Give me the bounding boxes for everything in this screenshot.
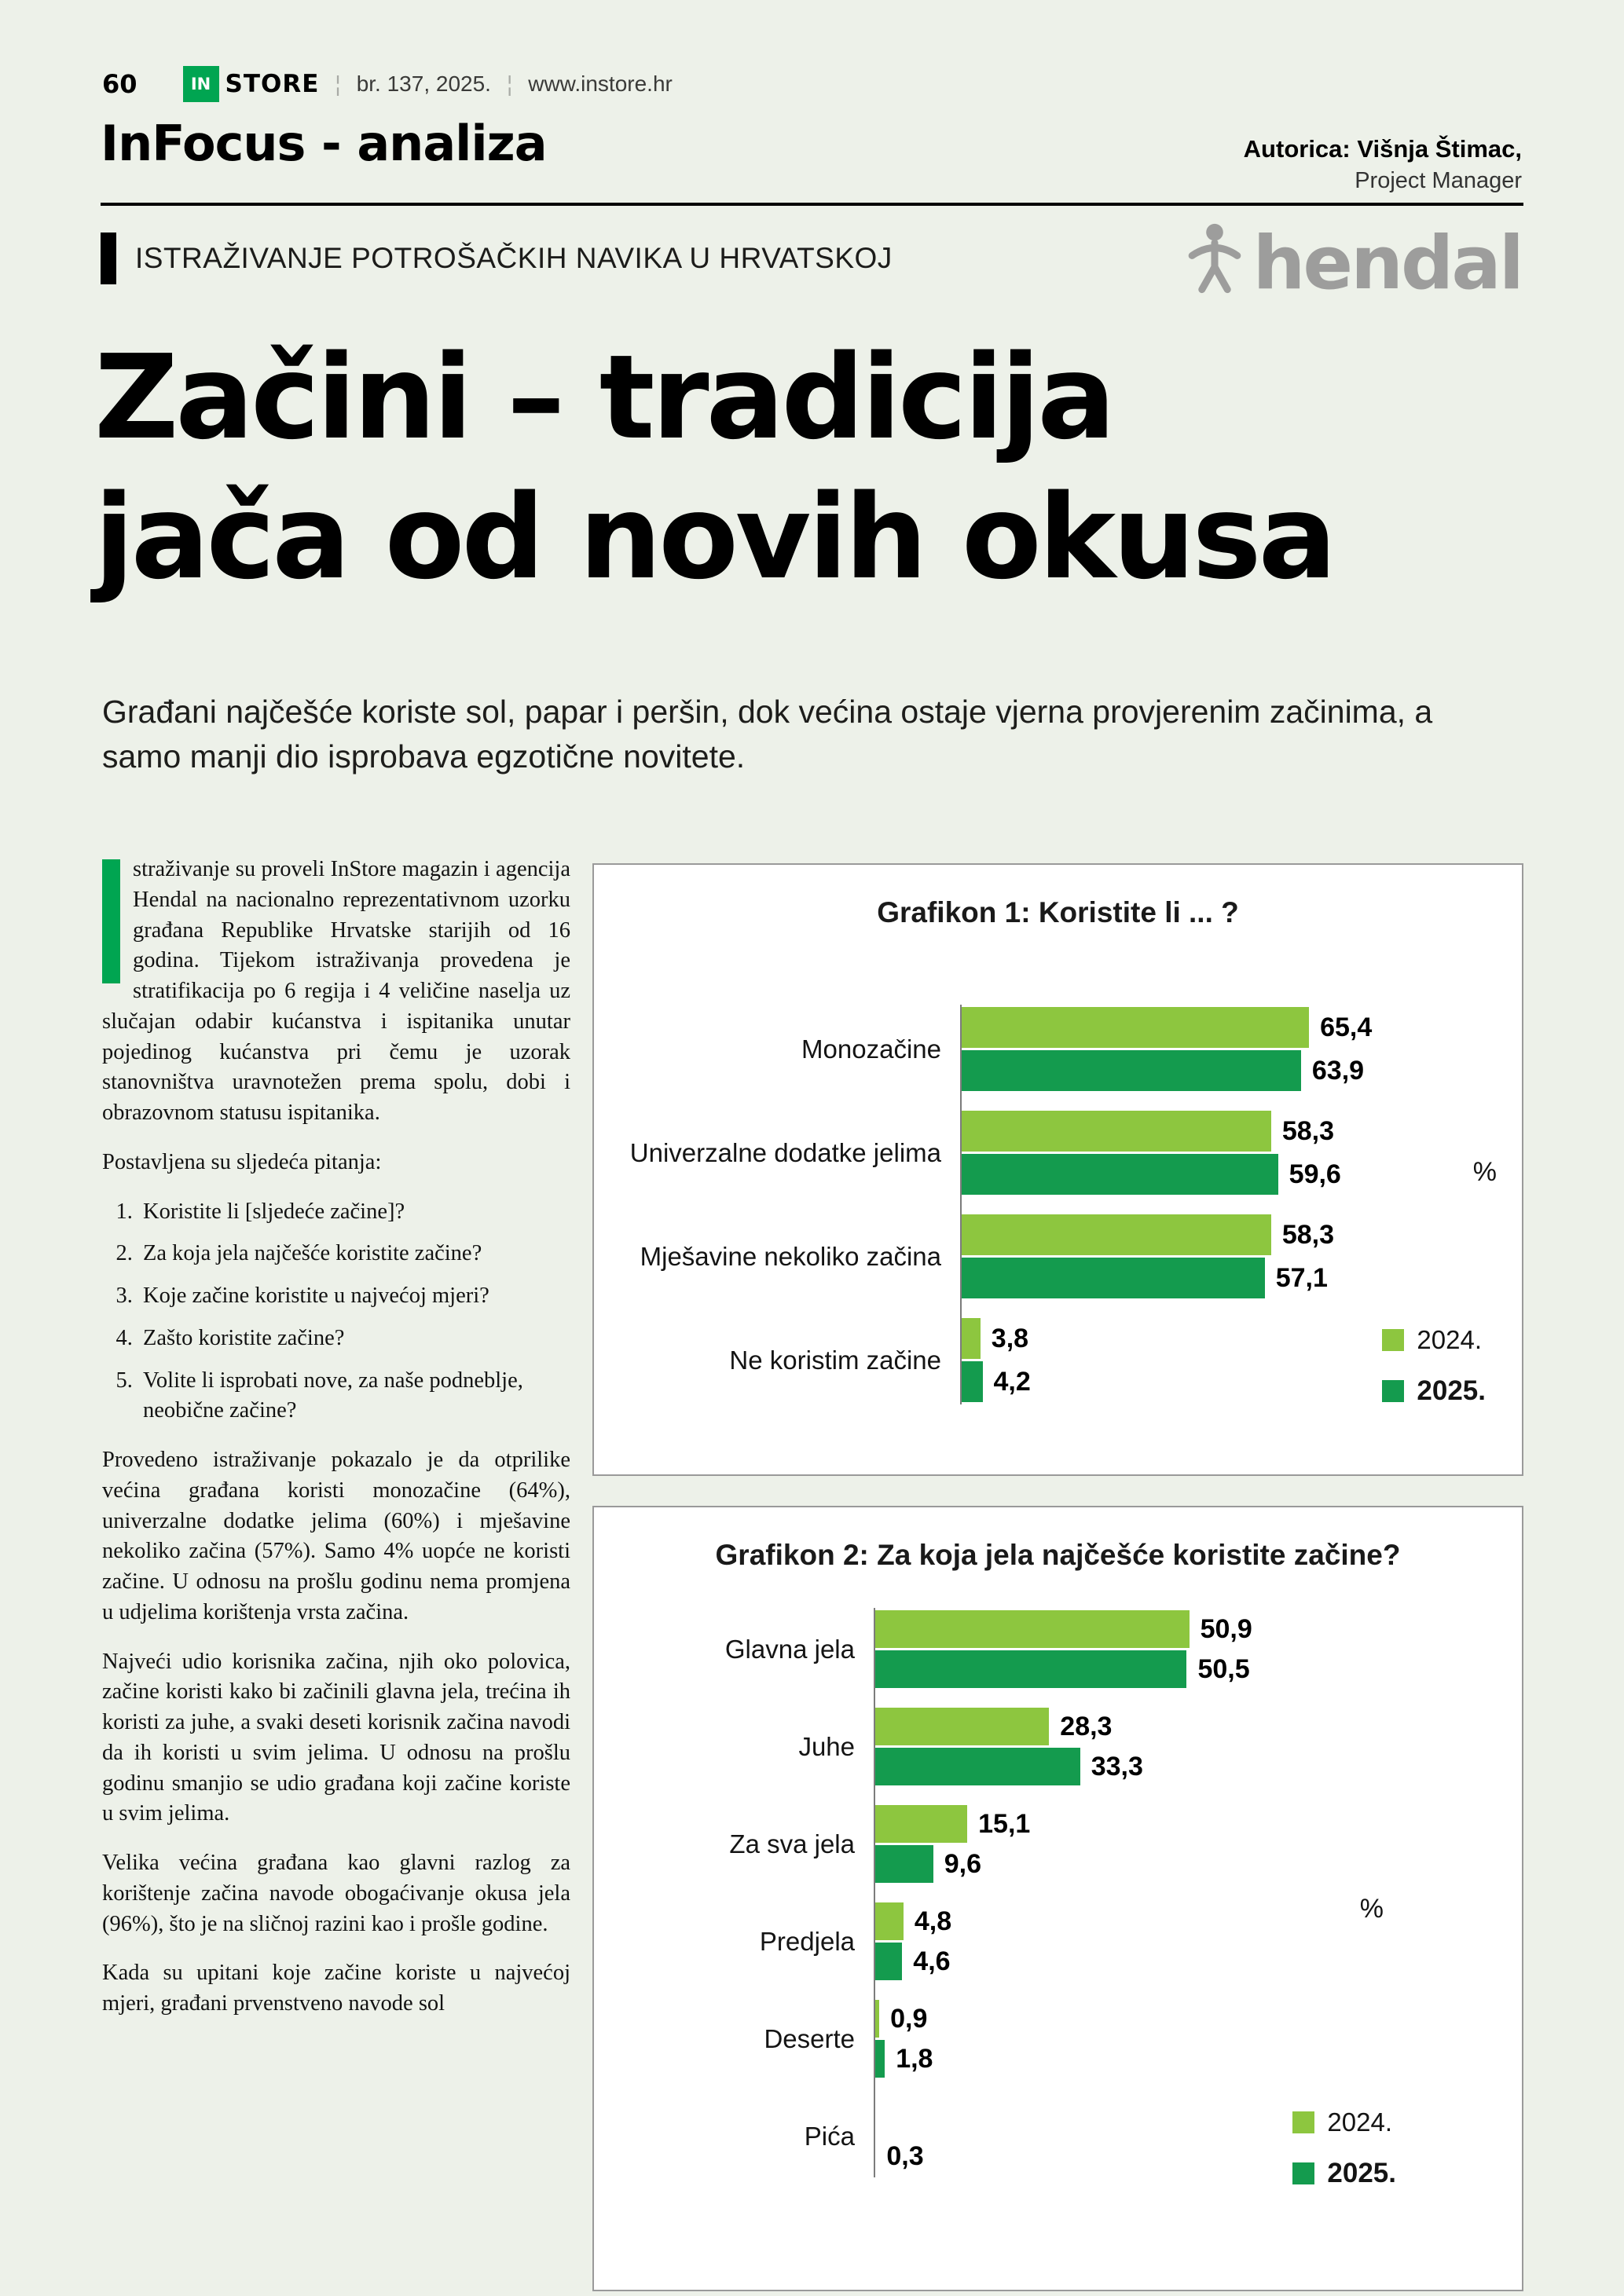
website-link[interactable]: www.instore.hr [528,71,673,96]
value-label-2024-za-sva-jela: 15,1 [978,1808,1031,1839]
chart-axis [960,1005,962,1404]
chart-row-juhe [622,1705,1494,1788]
hendal-logo [1186,220,1522,306]
legend-label-2024: 2024. [1417,1325,1482,1354]
category-label: Predjela [759,1926,855,1956]
chart-row-univerzalne-dodatke-jelima [622,1108,1494,1197]
value-label-2025-glavna-jela: 50,5 [1197,1653,1250,1684]
kicker-accent-bar [101,233,116,284]
bar-line [960,1007,1494,1048]
value-label-2024-mje-avine-nekoliko-za-ina: 58,3 [1281,1219,1335,1250]
page-header [102,66,673,102]
bar-2024-univerzalne-dodatke-jelima [960,1111,1271,1152]
bar-line [874,2040,1494,2078]
value-label-2025-juhe: 33,3 [1091,1751,1143,1782]
chart-1-title: Grafikon 1: Koristite li ... ? [877,896,1239,928]
value-label-2024-glavna-jela: 50,9 [1200,1613,1252,1644]
bar-2024-glavna-jela [874,1610,1190,1648]
chart-2-plot [622,1608,1494,2177]
value-label-2024-ne-koristim-za-ine: 3,8 [991,1323,1029,1353]
legend-item-2025 [1292,2158,1396,2189]
value-label-2025-monoza-ine: 63,9 [1311,1055,1365,1086]
value-label-2024-monoza-ine: 65,4 [1320,1012,1373,1042]
bar-2025-za-sva-jela [874,1845,933,1883]
instore-logo-icon: IN [183,66,219,102]
chart-axis [874,1608,875,2177]
legend-item-2024 [1382,1325,1486,1355]
headline-line-2: jača od novih okusa [94,469,1334,605]
bar-line [874,1748,1494,1785]
bar-2024-juhe [874,1708,1049,1745]
bar-2025-juhe [874,1748,1080,1785]
paragraph-findings-dishes: Najveći udio korisnika začina, njih oko polovica, začine koristi kako bi začinili glavna jela, trećina ih koristi za juhe, a svaki deseti korisnik začina navodi da ih koristi u svim jelima. U odnosu na prošlu godinu smanjio se udio građana koji začine koriste u svim jelima. [102,1649,570,1826]
legend-item-2024 [1292,2107,1396,2137]
bar-line [874,1610,1494,1648]
category-label: Ne koristim začine [729,1345,941,1375]
value-label-2025-za-sva-jela: 9,6 [944,1848,981,1879]
value-label-2024-univerzalne-dodatke-jelima: 58,3 [1281,1115,1335,1146]
author-block [1244,135,1522,194]
bar-2025-mje-avine-nekoliko-za-ina [960,1258,1265,1298]
bar-line [874,1805,1494,1843]
value-label-2025-mje-avine-nekoliko-za-ina: 57,1 [1275,1262,1328,1293]
instore-logo-text: STORE [225,70,320,98]
chart-row-monoza-ine [622,1005,1494,1093]
hendal-logo-text: hendal [1252,220,1522,306]
bar-group [874,1998,1494,2080]
paragraph-findings-salt: Kada su upitani koje začine koriste u najvećoj mjeri, građani prvenstveno navode sol [102,1961,570,2016]
category-label: Za sva jela [729,1829,855,1858]
kicker [101,233,893,284]
category-label: Glavna jela [724,1634,855,1664]
category-label: Deserte [764,2023,855,2053]
chart-row-ne-koristim-za-ine [622,1316,1494,1404]
value-label-2024-deserte: 0,9 [890,2003,928,2034]
legend-swatch-2025 [1382,1380,1404,1402]
category-label: Univerzalne dodatke jelima [629,1137,941,1167]
bar-line [960,1214,1494,1255]
dropcap-letter [102,859,120,983]
chart-2-card [592,1506,1523,2291]
bar-line [874,2137,1494,2175]
legend-swatch-2025 [1292,2162,1314,2184]
divider-rule [101,203,1523,206]
value-label-2024-juhe: 28,3 [1060,1711,1113,1741]
author-role: Project Manager [1355,168,1522,193]
bar-group [960,1005,1494,1093]
bar-group [960,1212,1494,1301]
bar-2025-monoza-ine [960,1050,1301,1091]
bar-line [960,1258,1494,1298]
paragraph-findings-reason: Velika većina građana kao glavni razlog za korištenje začina navode obogaćivanje okusa jela (96%), što je na sličnoj razini kao i prošle godine. [102,1851,570,1936]
legend-label-2024: 2024. [1327,2107,1392,2137]
paragraph-intro-text: straživanje su proveli InStore magazin i agencija Hendal na nacionalno reprezentativnom uzorku građana Republike Hrvatske starijih od 16 godina. Tijekom istraživanja provedena je stratifikacija po 6 regija i 4 veličine naselja uz slučajan odabir kućanstva i ispitanika unutar pojedinog kućanstva pri čemu je uzorak stanovništva uravnotežen prema spolu, dobi i obrazovnom statusu ispitanika. [102,857,570,1125]
bar-line [874,1902,1494,1940]
value-label-2025-univerzalne-dodatke-jelima: 59,6 [1289,1159,1341,1189]
legend-label-2025: 2025. [1417,1375,1486,1406]
bar-2024-monoza-ine [960,1007,1309,1048]
value-label-2025-ne-koristim-za-ine: 4,2 [993,1366,1031,1397]
chart-row-deserte [622,1998,1494,2080]
chart-1-card [592,863,1523,1476]
bar-group [874,2095,1494,2177]
kicker-text: ISTRAŽIVANJE POTROŠAČKIH NAVIKA U HRVATSKOJ [135,242,893,274]
legend-swatch-2024 [1382,1329,1404,1351]
author-name: Autorica: Višnja Štimac, [1243,135,1522,163]
chart-2-unit-label: % [1359,1894,1384,1924]
bar-line [874,1845,1494,1883]
bar-2025-glavna-jela [874,1650,1186,1688]
chart-1-plot [622,1005,1494,1404]
bar-2025-deserte [874,2040,885,2078]
chart-2-legend [1292,2107,1396,2189]
bar-2024-predjela [874,1902,904,1940]
bar-2025-univerzalne-dodatke-jelima [960,1154,1278,1195]
bar-line [874,2097,1494,2135]
chart-1-unit-label: % [1472,1157,1497,1187]
question-item: 4. Zašto koristite začine? [138,1324,570,1354]
bar-line [960,1111,1494,1152]
bar-2025-predjela [874,1943,902,1980]
question-item: 1. Koristite li [sljedeće začine]? [138,1197,570,1228]
category-label: Mješavine nekoliko začina [640,1241,941,1271]
chart-1-legend [1382,1325,1486,1407]
bar-group [960,1108,1494,1197]
value-label-2025-pi-a: 0,3 [886,2140,924,2171]
chart-row-za-sva-jela [622,1803,1494,1885]
page-number: 60 [102,69,137,99]
legend-item-2025 [1382,1375,1486,1407]
category-label: Pića [804,2121,855,2151]
separator-icon: ¦ [506,71,513,96]
questions-intro: Postavljena su sljedeća pitanja: [102,1149,382,1174]
bar-line [874,1943,1494,1980]
category-label: Monozačine [801,1034,941,1064]
question-item: 5. Volite li isprobati nove, za naše podneblje, neobične začine? [138,1366,570,1427]
legend-swatch-2024 [1292,2111,1314,2133]
bar-2024-mje-avine-nekoliko-za-ina [960,1214,1271,1255]
chart-row-glavna-jela [622,1608,1494,1690]
value-label-2025-predjela: 4,6 [913,1946,951,1976]
questions-list [102,1197,570,1427]
value-label-2025-deserte: 1,8 [896,2043,933,2074]
bar-2024-za-sva-jela [874,1805,967,1843]
chart-2-title: Grafikon 2: Za koja jela najčešće koristite začine? [715,1539,1401,1571]
bar-line [874,2000,1494,2038]
article-lede: Građani najčešće koriste sol, papar i peršin, dok većina ostaje vjerna provjerenim začinima, a samo manji dio isprobava egzotične novitete. [102,694,1433,775]
separator-icon: ¦ [335,71,341,96]
section-title: InFocus - analiza [101,115,547,172]
article-body-column [102,855,570,2038]
bar-group [874,1803,1494,1885]
legend-label-2025: 2025. [1327,2158,1396,2188]
instore-logo [183,66,320,102]
chart-row-mje-avine-nekoliko-za-ina [622,1212,1494,1301]
bar-group [874,1900,1494,1983]
question-item: 2. Za koja jela najčešće koristite začine? [138,1239,570,1269]
question-item: 3. Koje začine koristite u najvećoj mjeri? [138,1281,570,1312]
bar-2024-ne-koristim-za-ine [960,1318,981,1359]
bar-line [960,1154,1494,1195]
category-label: Juhe [798,1731,855,1761]
bar-line [960,1050,1494,1091]
issue-number: br. 137, 2025. [356,71,491,96]
bar-line [874,1708,1494,1745]
paragraph-findings-usage: Provedeno istraživanje pokazalo je da otprilike većina građana koristi monozačine (64%), univerzalne dodatke jelima (60%) i mješavine nekoliko začina (57%). Samo 4% uopće ne koristi začine. U odnosu na prošlu godinu nema promjena u udjelima korištenja vrsta začina. [102,1448,570,1624]
paragraph-intro [102,855,570,1129]
value-label-2024-predjela: 4,8 [914,1906,952,1936]
bar-group [874,1608,1494,1690]
article-headline [94,328,1540,607]
bar-group [874,1705,1494,1788]
person-icon [1186,223,1243,294]
bar-line [874,1650,1494,1688]
bar-2025-ne-koristim-za-ine [960,1361,983,1402]
headline-line-1: Začini – tradicija [94,330,1113,465]
